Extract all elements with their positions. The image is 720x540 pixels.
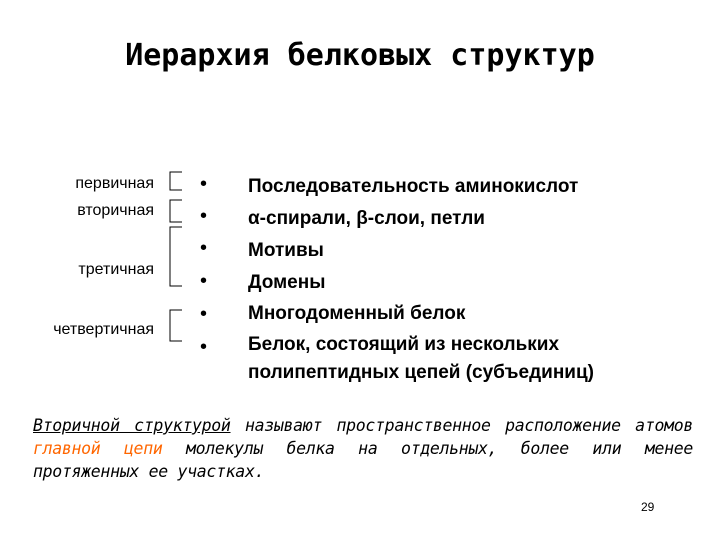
definition-accent: главной цепи: [33, 439, 163, 458]
bullet: •: [200, 237, 208, 259]
list-item: Многодоменный белок: [248, 303, 466, 324]
list-item: α-спирали, β-слои, петли: [248, 208, 485, 229]
list-item-continuation: полипептидных цепей (субъединиц): [248, 362, 594, 383]
level-label-secondary: вторичная: [77, 202, 154, 219]
bullet: •: [200, 173, 208, 195]
list-item: Последовательность аминокислот: [248, 176, 579, 197]
definition-term: Вторичной структурой: [33, 416, 231, 435]
list-item: Домены: [248, 272, 326, 293]
definition-paragraph: [33, 414, 693, 483]
level-label-quaternary: четвертичная: [53, 321, 154, 338]
list-item: Мотивы: [248, 240, 324, 261]
slide-title: Иерархия белковых структур: [125, 38, 595, 73]
list-item: Белок, состоящий из нескольких: [248, 334, 560, 355]
hierarchy-brackets: [160, 160, 190, 355]
page-number: 29: [641, 500, 655, 514]
bracket-primary: [170, 172, 182, 190]
bullet: •: [200, 270, 208, 292]
bullet: •: [200, 303, 208, 325]
bullet: •: [200, 205, 208, 227]
bracket-quaternary: [170, 310, 182, 341]
definition-text-end: молекулы белка на отдельных, более или менее протяженных ее участках.: [33, 439, 693, 481]
bracket-secondary: [170, 200, 182, 222]
definition-text: называют пространственное расположение атомов: [230, 416, 693, 435]
level-label-primary: первичная: [75, 175, 154, 192]
level-label-tertiary: третичная: [78, 261, 154, 278]
bracket-tertiary: [170, 227, 182, 286]
bullet: •: [200, 336, 208, 358]
